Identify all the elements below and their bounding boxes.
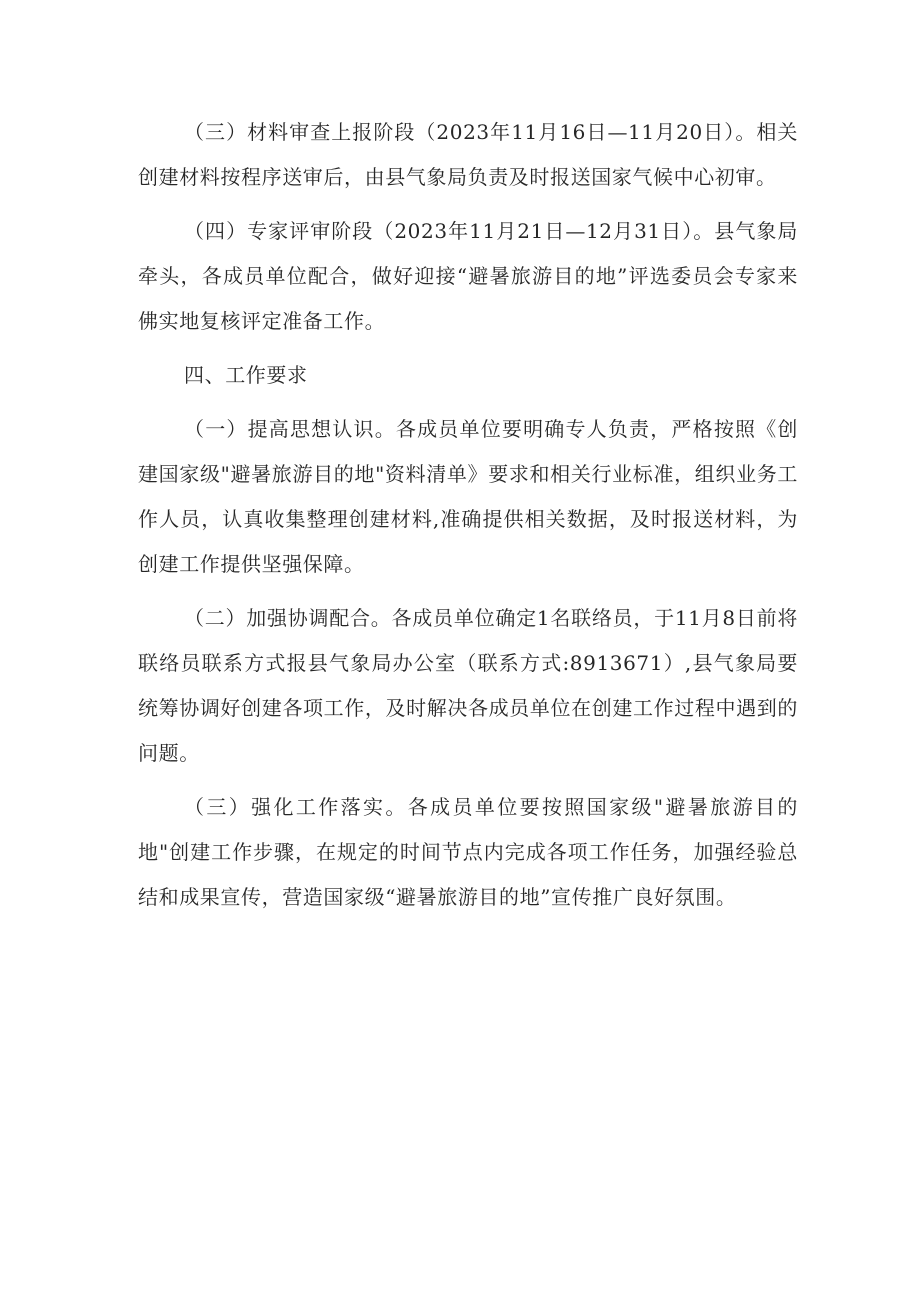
paragraph-requirement-one: （一）提高思想认识。各成员单位要明确专人负责，严格按照《创建国家级"避暑旅游目的地"资料清单》要求和相关行业标准，组织业务工作人员，认真收集整理创建材料,准确提供相关数据，及时报送材料，为创建工作提供坚强保障。	[138, 417, 798, 576]
paragraph-requirement-two: （二）加强协调配合。各成员单位确定1名联络员，于11月8日前将联络员联系方式报县气象局办公室（联系方式:8913671）,县气象局要统筹协调好创建各项工作，及时解决各成员单位在创建工作过程中遇到的问题。	[138, 606, 798, 765]
section-heading-work-requirements: 四、工作要求	[184, 363, 308, 387]
paragraph-stage-three: （三）材料审查上报阶段（2023年11月16日—11月20日）。相关创建材料按程序送审后，由县气象局负责及时报送国家气候中心初审。	[138, 120, 798, 189]
paragraph-requirement-three: （三）强化工作落实。各成员单位要按照国家级"避暑旅游目的地"创建工作步骤，在规定的时间节点内完成各项工作任务，加强经验总结和成果宣传，营造国家级“避暑旅游目的地”宣传推广良好氛围。	[138, 795, 798, 909]
document-body	[138, 110, 798, 929]
paragraph-stage-four: （四）专家评审阶段（2023年11月21日—12月31日）。县气象局牵头，各成员单位配合，做好迎接“避暑旅游目的地”评选委员会专家来佛实地复核评定准备工作。	[138, 219, 798, 333]
